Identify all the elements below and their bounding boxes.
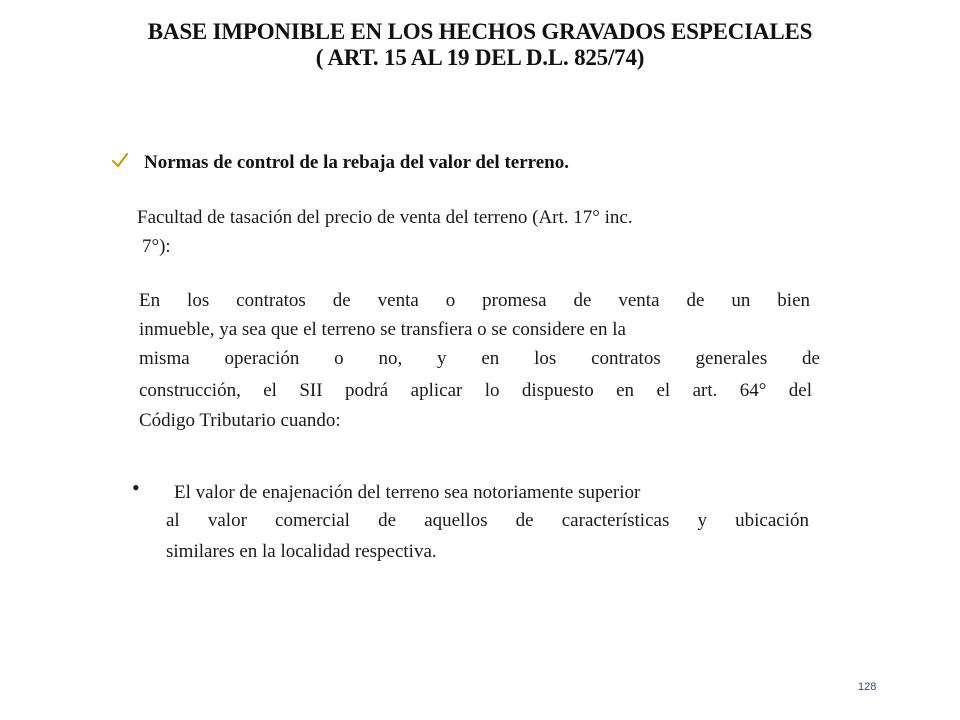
paragraph-2-line: Código Tributario cuando:	[139, 410, 341, 431]
checkmark-icon	[110, 150, 130, 170]
paragraph-2-line: En los contratos de venta o promesa de venta de un bien	[139, 290, 810, 311]
page-number: 128	[858, 681, 877, 693]
paragraph-2-line: inmueble, ya sea que el terreno se transfiera o se considere en la	[139, 319, 626, 340]
bullet-text-line: El valor de enajenación del terreno sea notoriamente superior	[174, 482, 641, 503]
slide-title-line-1: BASE IMPONIBLE EN LOS HECHOS GRAVADOS ESPECIALES	[147, 19, 813, 44]
paragraph-1-line-1: Facultad de tasación del precio de venta del terreno (Art. 17° inc.	[137, 207, 633, 228]
paragraph-2-line: misma operación o no, y en los contratos generales de	[139, 348, 820, 369]
bullet-text-line: al valor comercial de aquellos de características y ubicación	[166, 510, 809, 531]
slide-title-line-2: ( ART. 15 AL 19 DEL D.L. 825/74)	[315, 45, 645, 70]
paragraph-2-line: construcción, el SII podrá aplicar lo dispuesto en el art. 64° del	[139, 380, 812, 401]
section-heading: Normas de control de la rebaja del valor del terreno.	[144, 152, 569, 173]
bullet-text-line: similares en la localidad respectiva.	[166, 541, 437, 562]
bullet-icon: •	[132, 475, 140, 500]
paragraph-1-line-2: 7°):	[142, 236, 171, 257]
